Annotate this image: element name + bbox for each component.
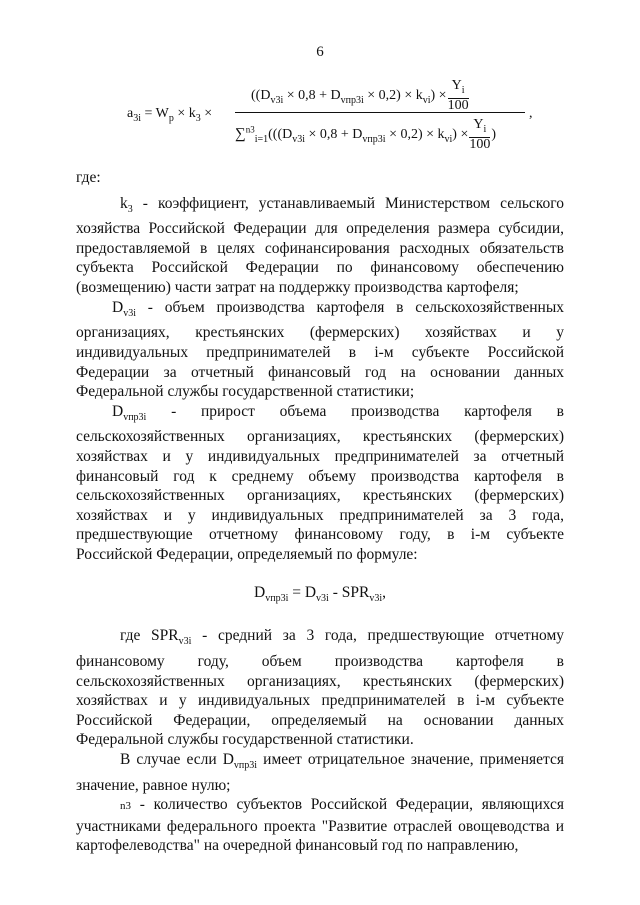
formula-subscript: vпр3i — [340, 94, 364, 106]
definition-text: - прирост объема производства картофеля в сельскохозяйственных организациях, крестьянских (фермерских) хозяйствах и у индивидуальных предпринимателей за отчетный финансовый год к среднему объему производства картофеля в сельскохозяйственных организациях, крестьянских (фермерских) хозяйствах и у индивидуальных предпринимателей за 3 года, предшествующие отчетному финансовому году, в i-м субъекте Российской Федерации, определяемый по формуле: — [76, 402, 564, 563]
definition-text: - объем производства картофеля в сельскохозяйственных организациях, крестьянских (фермерских) хозяйствах и у индивидуальных предпринимателей в i-м субъекте Российской Федерации за отчетный финансовый год на основании данных Федеральной службы государственной статистики; — [76, 298, 564, 401]
definition-text: - средний за 3 года, предшествующие отчетному финансовому году, объем производства картофеля в сельскохозяйственных организациях, крестьянских (фермерских) хозяйствах и у индивидуальных предпринимателей в i-м субъекте Российской Федерации, определяемый на основании данных Федеральной службы государственной статистики. — [76, 627, 565, 749]
definition-n3 — [76, 795, 564, 856]
formula-denominator — [235, 118, 496, 152]
formula-text: ((D — [251, 88, 271, 104]
formula-subscript: 3 — [195, 112, 201, 124]
formula-text: × 0,2) × k — [385, 127, 445, 143]
formula-text: ) — [491, 127, 497, 143]
symbol-subscript: vпр3i — [233, 760, 258, 771]
formula-subscript: v3i — [369, 592, 383, 604]
formula-text: = W — [141, 106, 169, 121]
definition-dv3i — [76, 298, 564, 402]
negative-value-rule — [76, 750, 564, 795]
definition-text: - количество субъектов Российской Федерации, являющихся участниками федерального проекта "Развитие отраслей овощеводства и картофелеводства" на очередной финансовый год по направлению, — [76, 796, 564, 855]
symbol-subscript: v3i — [178, 636, 192, 648]
formula-text: ) × — [430, 88, 447, 104]
formula-subscript: vпр3i — [265, 592, 289, 604]
symbol-subscript: v3i — [123, 307, 136, 319]
formula-subscript: p — [168, 112, 174, 124]
page-number: 6 — [316, 44, 324, 60]
formula-subscript: i=1 — [254, 133, 269, 145]
secondary-formula — [76, 583, 564, 609]
formula-text: × 0,2) × k — [363, 88, 423, 104]
formula-text: = D — [288, 583, 317, 601]
formula-text: - SPR — [328, 583, 370, 601]
symbol: D — [112, 402, 124, 420]
formula-superscript: n3 — [245, 124, 255, 135]
formula-text: (((D — [268, 127, 293, 143]
formula-subscript: v3i — [292, 133, 306, 145]
formula-numerator — [251, 79, 470, 113]
formula-text: × k — [173, 106, 196, 121]
formula-comma: , — [529, 106, 533, 121]
formula-text: D — [254, 583, 266, 601]
definition-dvpr3i — [76, 402, 564, 565]
formula-text: , — [382, 583, 386, 601]
formula-subscript: 3i — [133, 112, 141, 124]
symbol-subscript: vпр3i — [123, 411, 147, 423]
formula-text: × 0,8 + D — [305, 127, 363, 143]
sum-symbol: ∑ — [235, 126, 246, 143]
definitions-block — [76, 168, 564, 856]
formula-text: × 0,8 + D — [283, 88, 341, 104]
formula-text: Y — [451, 78, 462, 93]
fraction-bar — [235, 112, 525, 113]
formula-text: Y — [473, 117, 484, 132]
formula-subscript: v3i — [316, 592, 329, 604]
where-label: где: — [76, 169, 101, 186]
symbol: n3 — [120, 800, 131, 813]
formula-subscript: vпр3i — [362, 133, 386, 145]
y-fraction — [448, 79, 469, 113]
definition-spr — [76, 626, 564, 750]
definition-text: - коэффициент, устанавливаемый Министерством сельского хозяйства Российской Федерации для определения размера субсидии, предоставляемой в целях софинансирования расходных обязательств субъекта Российской Федерации по финансовому обеспечению (возмещению) части затрат на поддержку производства картофеля; — [76, 194, 564, 297]
formula-symbol: a — [127, 106, 134, 121]
rule-text: В случае если D — [120, 750, 234, 768]
main-formula — [127, 76, 547, 158]
formula-subscript: i — [483, 123, 487, 135]
y-fraction — [469, 118, 490, 152]
symbol: D — [112, 298, 124, 316]
formula-text: × — [200, 106, 213, 121]
formula-subscript: vi — [422, 94, 431, 106]
formula-text: ) × — [452, 127, 469, 143]
formula-subscript: i — [461, 84, 465, 96]
formula-text: 100 — [447, 97, 469, 113]
formula-lhs — [127, 106, 212, 124]
symbol: где SPR — [120, 627, 179, 645]
formula-subscript: v3i — [270, 94, 284, 106]
formula-subscript: vi — [444, 133, 453, 145]
symbol-subscript: 3 — [127, 203, 133, 215]
rule-text: имеет отрицательное значение, применяется значение, равное нулю; — [76, 750, 564, 794]
symbol: k — [120, 194, 128, 212]
definition-k3 — [76, 194, 564, 298]
formula-text: 100 — [469, 136, 491, 152]
